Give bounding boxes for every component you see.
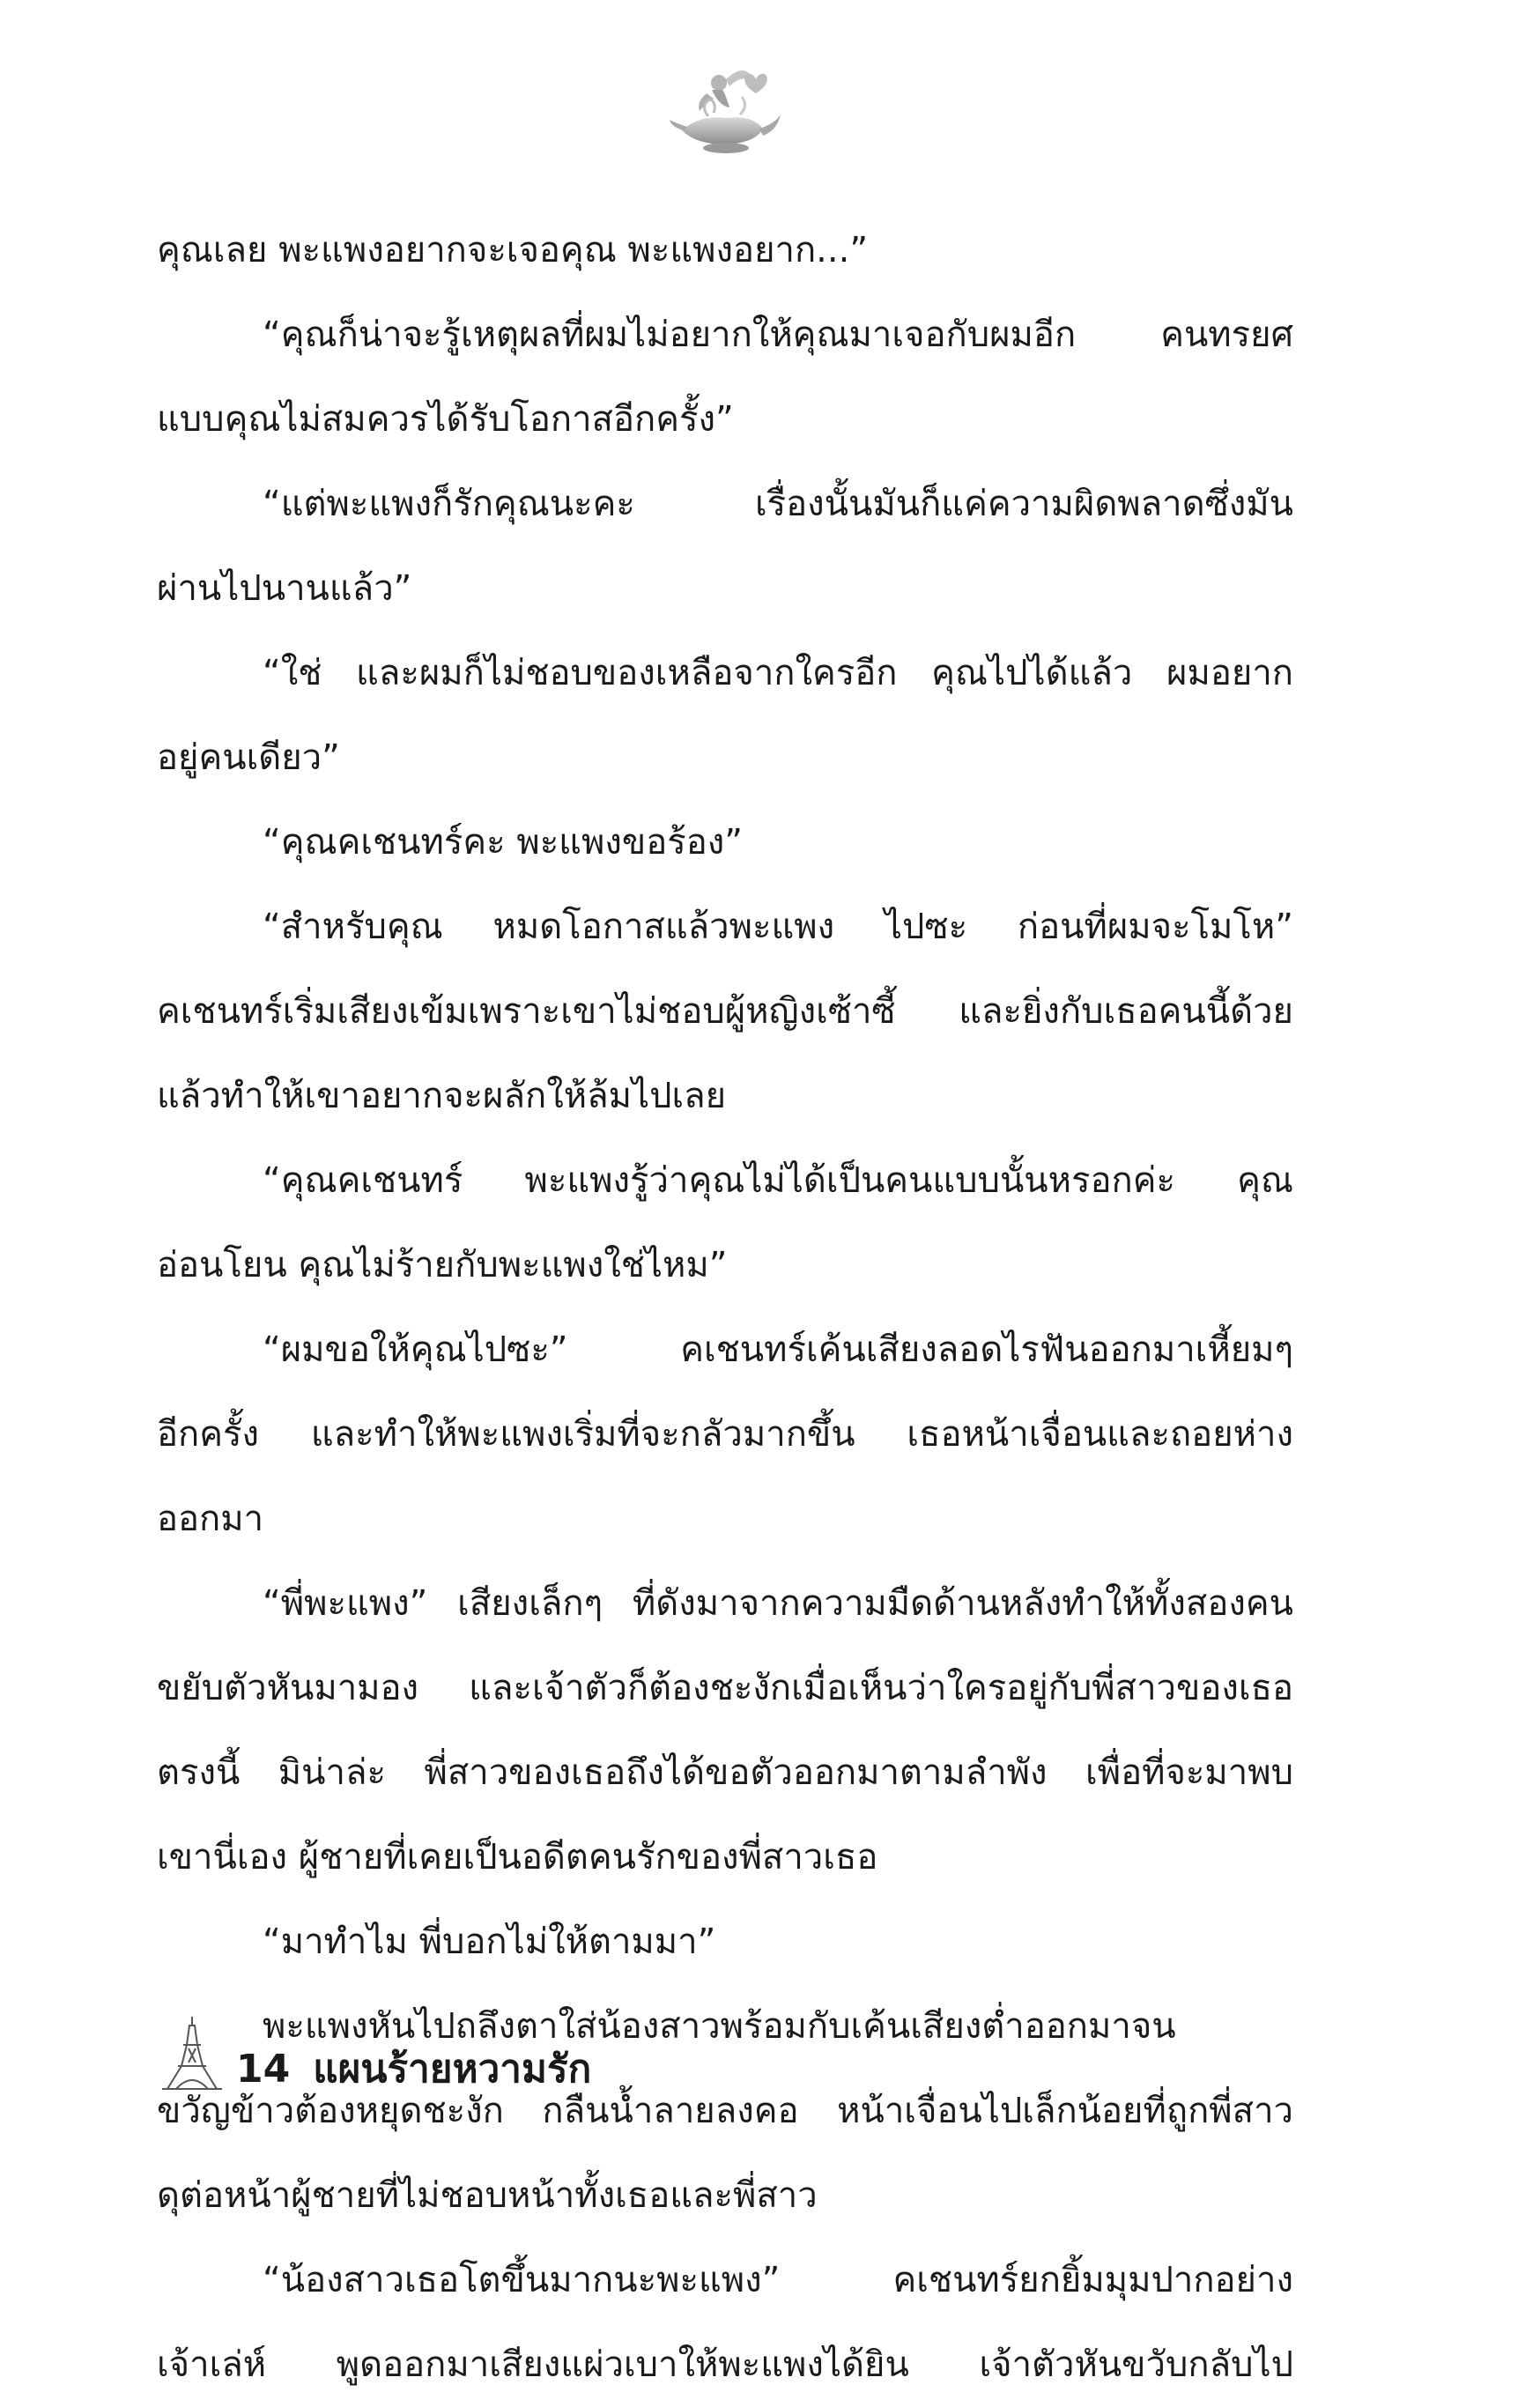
book-title: แผนร้ายหวามรัก	[313, 2047, 592, 2092]
text-line: “ผมขอให้คุณไปซะ” คเชนทร์เค้นเสียงลอดไรฟันออกมาเหี้ยมๆ	[263, 1329, 1293, 1370]
text-line: คเชนทร์เริ่มเสียงเข้มเพราะเขาไม่ชอบผู้หญิงเซ้าซี้ และยิ่งกับเธอคนนี้ด้วย	[157, 991, 1293, 1032]
text-line: “น้องสาวเธอโตขึ้นมากนะพะแพง” คเชนทร์ยกยิ้มมุมปากอย่าง	[263, 2260, 1293, 2300]
text-line: อยู่คนเดียว”	[157, 737, 340, 778]
text-line: “พี่พะแพง” เสียงเล็กๆ ที่ดังมาจากความมืดด้านหลังทำให้ทั้งสองคน	[263, 1583, 1293, 1624]
text-line: คุณเลย พะแพงอยากจะเจอคุณ พะแพงอยาก...”	[157, 230, 869, 270]
text-line: แบบคุณไม่สมควรได้รับโอกาสอีกครั้ง”	[157, 399, 734, 440]
eiffel-tower-icon	[157, 2013, 227, 2092]
page-number: 14	[236, 2047, 291, 2092]
text-line: “คุณคเชนทร์คะ พะแพงขอร้อง”	[263, 822, 743, 863]
text-line: เขานี่เอง ผู้ชายที่เคยเป็นอดีตคนรักของพี่สาวเธอ	[157, 1837, 878, 1877]
text-line: “ใช่ และผมก็ไม่ชอบของเหลือจากใครอีก คุณไปได้แล้ว ผมอยาก	[263, 653, 1293, 693]
cupid-teapot-ornament-icon	[664, 53, 788, 159]
text-line: อีกครั้ง และทำให้พะแพงเริ่มที่จะกลัวมากขึ้น เธอหน้าเจื่อนและถอยห่าง	[157, 1414, 1293, 1455]
text-line: “มาทำไม พี่บอกไม่ให้ตามมา”	[263, 1922, 716, 1962]
text-line: “คุณก็น่าจะรู้เหตุผลที่ผมไม่อยากให้คุณมาเจอกับผมอีก คนทรยศ	[263, 315, 1293, 355]
text-line: ขวัญข้าวต้องหยุดชะงัก กลืนน้ำลายลงคอ หน้าเจื่อนไปเล็กน้อยที่ถูกพี่สาว	[157, 2091, 1293, 2131]
text-line: ขยับตัวหันมามอง และเจ้าตัวก็ต้องชะงักเมื่อเห็นว่าใครอยู่กับพี่สาวของเธอ	[157, 1668, 1293, 1708]
text-line: อ่อนโยน คุณไม่ร้ายกับพะแพงใช่ไหม”	[157, 1245, 728, 1285]
text-line: ดุต่อหน้าผู้ชายที่ไม่ชอบหน้าทั้งเธอและพี่สาว	[157, 2175, 818, 2216]
text-line: “แต่พะแพงก็รักคุณนะคะ เรื่องนั้นมันก็แค่ความผิดพลาดซึ่งมัน	[263, 484, 1293, 524]
text-line: “คุณคเชนทร์ พะแพงรู้ว่าคุณไม่ได้เป็นคนแบบนั้นหรอกค่ะ คุณ	[263, 1160, 1293, 1201]
page-footer	[157, 2013, 591, 2092]
text-line: ออกมา	[157, 1499, 264, 1539]
text-line: “สำหรับคุณ หมดโอกาสแล้วพะแพง ไปซะ ก่อนที่ผมจะโมโห”	[263, 907, 1293, 947]
text-line: แล้วทำให้เขาอยากจะผลักให้ล้มไปเลย	[157, 1076, 727, 1116]
text-line: ตรงนี้ มิน่าล่ะ พี่สาวของเธอถึงได้ขอตัวออกมาตามลำพัง เพื่อที่จะมาพบ	[157, 1752, 1293, 1793]
text-line: เจ้าเล่ห์ พูดออกมาเสียงแผ่วเบาให้พะแพงได้ยิน เจ้าตัวหันขวับกลับไป	[157, 2344, 1293, 2385]
text-line: ผ่านไปนานแล้ว”	[157, 568, 412, 609]
text-line: พะแพงหันไปถลึงตาใส่น้องสาวพร้อมกับเค้นเสียงต่ำออกมาจน	[263, 2006, 1176, 2047]
